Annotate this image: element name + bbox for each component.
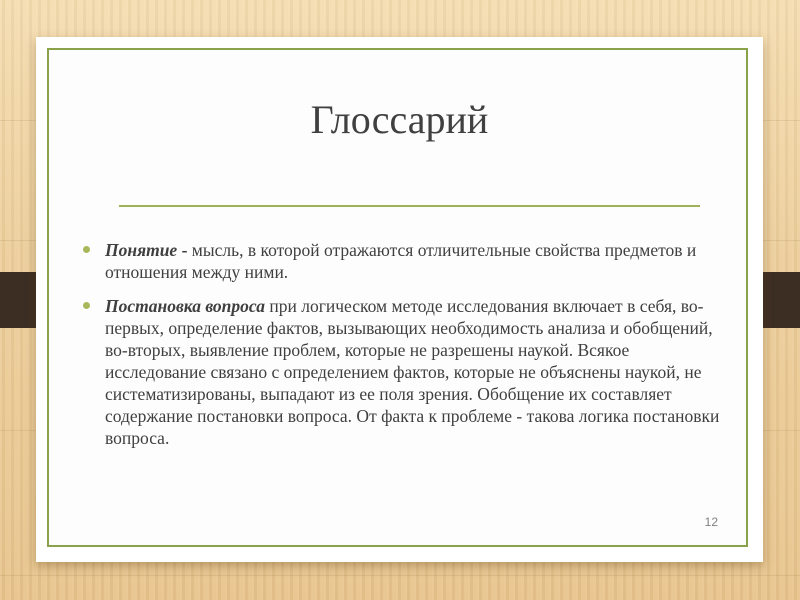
bullet-icon [83,302,90,309]
bullet-separator: - [177,240,192,260]
slide-title: Глоссарий [310,97,489,142]
bullet-term: Постановка вопроса [105,296,265,316]
bullet-item [79,239,729,283]
bullet-text: мысль, в которой отражаются отличительные свойства предметов и отношения между ними. [105,240,697,282]
bullet-term: Понятие [105,240,178,260]
page-number: 12 [704,515,718,529]
slide-frame [47,48,748,547]
slide [36,37,763,562]
title-divider [119,205,700,207]
bullet-list [79,239,729,461]
bullet-icon [83,246,90,253]
bullet-item [79,295,729,449]
wood-grain-line [0,575,800,576]
bullet-text: при логическом методе исследования включает в себя, во-первых, определение фактов, вызывающих необходимость анализа и обобщений, во-вторых, выявление проблем, которые не разрешены наукой. Всякое исследование связано с определением фактов, которые не объяснены наукой, не систематизированы, выпадают из ее поля зрения. Обобщение их составляет содержание постановки вопроса. От факта к проблеме - такова логика постановки вопроса. [105,296,720,448]
